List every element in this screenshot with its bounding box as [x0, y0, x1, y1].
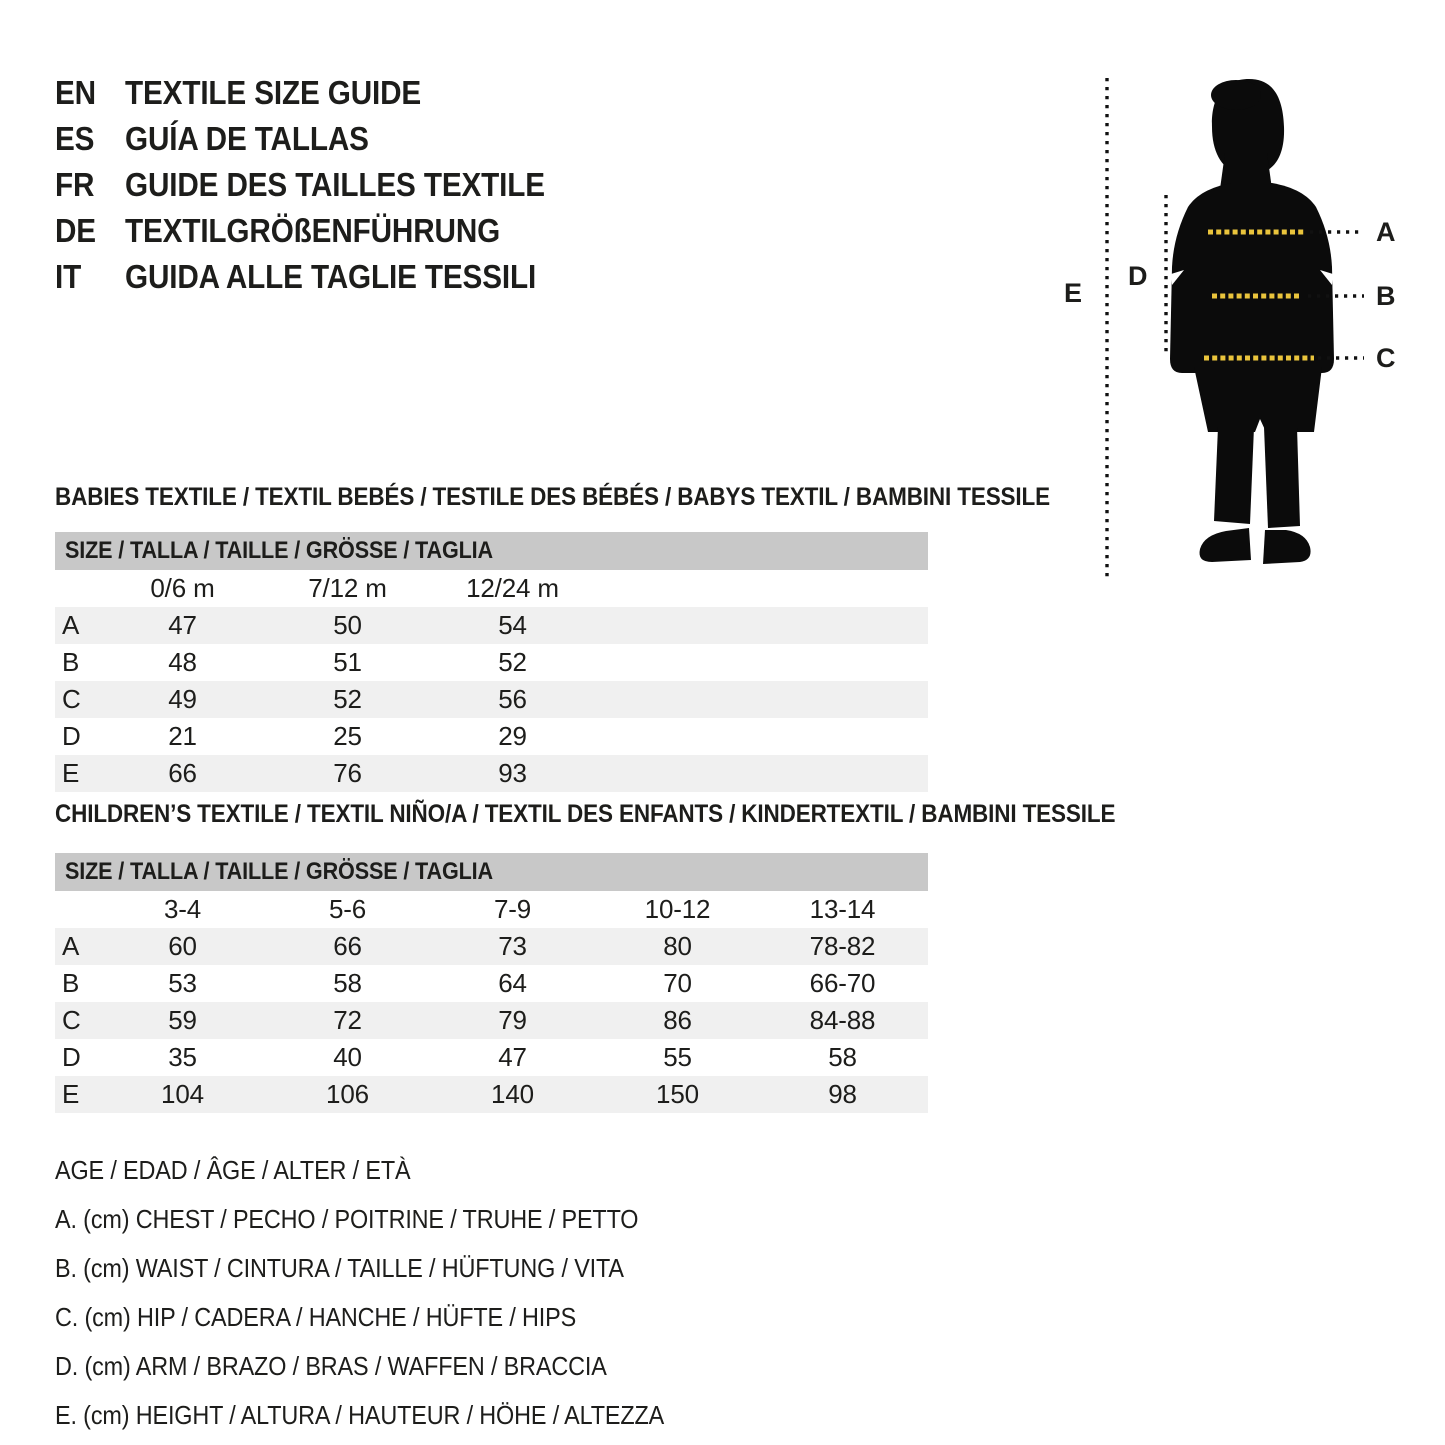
size-header-bar: SIZE / TALLA / TAILLE / GRÖSSE / TAGLIA: [55, 853, 928, 891]
column-header: 10-12: [644, 894, 711, 924]
guide-title: TEXTILE SIZE GUIDE: [125, 74, 422, 111]
column-header-row: [55, 570, 928, 607]
table-cell: 48: [168, 647, 197, 677]
table-cell: 66-70: [809, 968, 876, 998]
babies-section-title: BABIES TEXTILE / TEXTIL BEBÉS / TESTILE DES BÉBÉS / BABYS TEXTIL / BAMBINI TESSILE: [55, 483, 1050, 511]
table-cell: 55: [663, 1042, 692, 1072]
table-cell: 25: [333, 721, 362, 751]
row-label: C: [62, 684, 81, 714]
lang-row-fr: [55, 162, 592, 208]
legend-line-arm: D. (cm) ARM / BRAZO / BRAS / WAFFEN / BRACCIA: [55, 1351, 607, 1381]
guide-title: GUIDA ALLE TAGLIE TESSILI: [125, 258, 537, 295]
table-cell: 84-88: [809, 1005, 876, 1035]
row-label: E: [62, 1079, 80, 1109]
table-cell: 66: [168, 758, 197, 788]
lang-row-de: [55, 208, 592, 254]
table-cell: 80: [663, 931, 692, 961]
column-header: 12/24 m: [466, 573, 559, 603]
lang-code: EN: [55, 74, 96, 111]
table-cell: 58: [333, 968, 362, 998]
table-cell: 73: [498, 931, 527, 961]
legend-line-waist: B. (cm) WAIST / CINTURA / TAILLE / HÜFTUNG / VITA: [55, 1253, 624, 1283]
table-cell: 54: [498, 610, 527, 640]
table-cell: 60: [168, 931, 197, 961]
table-cell: 76: [333, 758, 362, 788]
language-title-block: [55, 70, 592, 300]
column-header: 0/6 m: [150, 573, 215, 603]
figure-label-c: C: [1376, 343, 1396, 373]
table-cell: 98: [828, 1079, 857, 1109]
table-cell: 79: [498, 1005, 527, 1035]
lang-code: ES: [55, 120, 95, 157]
measurement-legend: [55, 1146, 732, 1440]
babies-size-table: [55, 532, 928, 792]
table-cell: 29: [498, 721, 527, 751]
row-label: A: [62, 931, 80, 961]
table-row: [55, 644, 928, 681]
table-cell: 59: [168, 1005, 197, 1035]
table-cell: 52: [498, 647, 527, 677]
table-cell: 86: [663, 1005, 692, 1035]
legend-line-height: E. (cm) HEIGHT / ALTURA / HAUTEUR / HÖHE / ALTEZZA: [55, 1400, 665, 1430]
column-header: 7-9: [493, 894, 532, 924]
table-row: [55, 1039, 928, 1076]
table-cell: 47: [168, 610, 197, 640]
table-cell: 72: [333, 1005, 362, 1035]
figure-label-e: E: [1064, 278, 1082, 308]
table-cell: 53: [168, 968, 197, 998]
row-label: D: [62, 1042, 81, 1072]
row-label: B: [62, 647, 80, 677]
column-header: 5-6: [328, 894, 367, 924]
children-section-title: CHILDREN’S TEXTILE / TEXTIL NIÑO/A / TEXTIL DES ENFANTS / KINDERTEXTIL / BAMBINI TESSILE: [55, 800, 1116, 828]
legend-line-age: AGE / EDAD / ÂGE / ALTER / ETÀ: [55, 1155, 411, 1185]
table-cell: 64: [498, 968, 527, 998]
table-cell: 66: [333, 931, 362, 961]
lang-row-en: [55, 70, 592, 116]
lang-code: IT: [55, 258, 82, 295]
table-cell: 47: [498, 1042, 527, 1072]
column-header: 3-4: [163, 894, 202, 924]
lang-code: DE: [55, 212, 96, 249]
table-cell: 70: [663, 968, 692, 998]
table-cell: 78-82: [809, 931, 876, 961]
table-cell: 40: [333, 1042, 362, 1072]
row-label: B: [62, 968, 80, 998]
figure-label-b: B: [1376, 281, 1396, 311]
table-cell: 104: [161, 1079, 204, 1109]
guide-title: TEXTILGRÖßENFÜHRUNG: [125, 212, 501, 249]
lang-row-es: [55, 116, 592, 162]
column-header: 13-14: [809, 894, 876, 924]
table-cell: 35: [168, 1042, 197, 1072]
size-header-bar: SIZE / TALLA / TAILLE / GRÖSSE / TAGLIA: [55, 532, 928, 570]
table-cell: 52: [333, 684, 362, 714]
table-row: [55, 755, 928, 792]
children-size-table: [55, 853, 928, 1113]
legend-line-chest: A. (cm) CHEST / PECHO / POITRINE / TRUHE / PETTO: [55, 1204, 639, 1234]
table-row: [55, 718, 928, 755]
table-row: [55, 928, 928, 965]
table-row: [55, 1002, 928, 1039]
table-cell: 150: [656, 1079, 699, 1109]
table-cell: 140: [491, 1079, 534, 1109]
row-label: C: [62, 1005, 81, 1035]
row-label: D: [62, 721, 81, 751]
table-cell: 51: [333, 647, 362, 677]
table-cell: 93: [498, 758, 527, 788]
guide-title: GUÍA DE TALLAS: [125, 120, 369, 157]
table-row: [55, 965, 928, 1002]
lang-code: FR: [55, 166, 95, 203]
table-cell: 50: [333, 610, 362, 640]
table-cell: 21: [168, 721, 197, 751]
table-row: [55, 1076, 928, 1113]
guide-title: GUIDE DES TAILLES TEXTILE: [125, 166, 545, 203]
legend-line-hip: C. (cm) HIP / CADERA / HANCHE / HÜFTE / HIPS: [55, 1302, 577, 1332]
figure-label-a: A: [1376, 217, 1396, 247]
column-header: 7/12 m: [308, 573, 387, 603]
figure-label-d: D: [1128, 261, 1148, 291]
table-cell: 106: [326, 1079, 369, 1109]
table-row: [55, 607, 928, 644]
child-silhouette: [1170, 79, 1334, 564]
table-cell: 56: [498, 684, 527, 714]
table-cell: 58: [828, 1042, 857, 1072]
column-header-row: [55, 891, 928, 928]
row-label: A: [62, 610, 80, 640]
table-row: [55, 681, 928, 718]
lang-row-it: [55, 254, 592, 300]
row-label: E: [62, 758, 80, 788]
table-cell: 49: [168, 684, 197, 714]
